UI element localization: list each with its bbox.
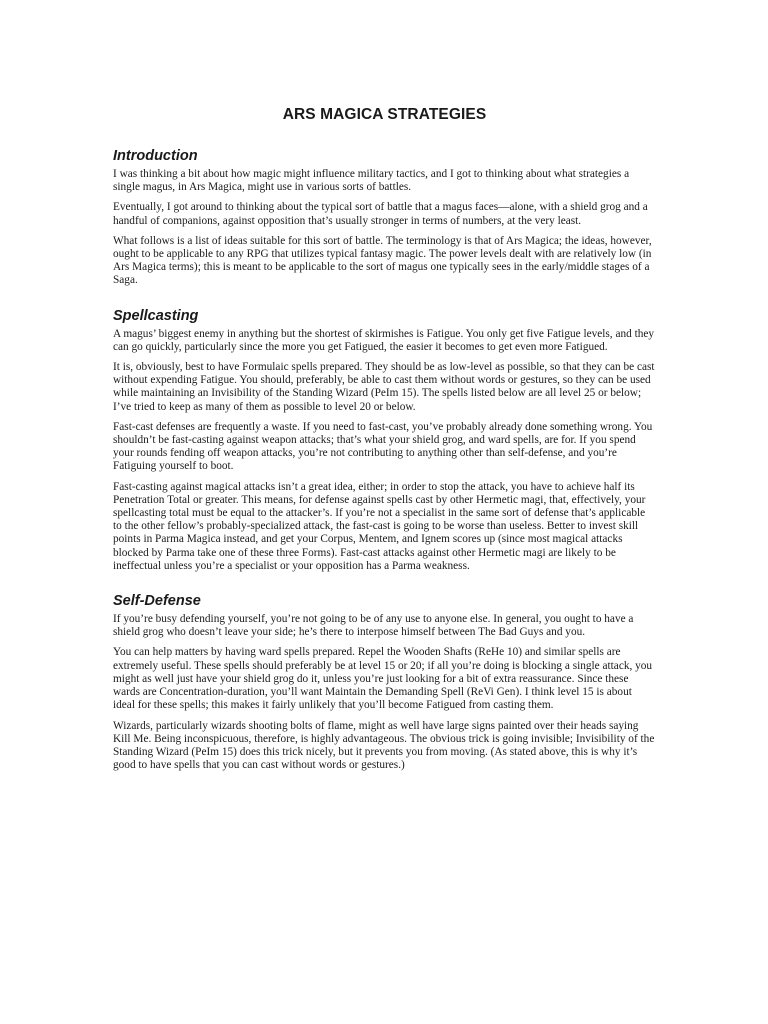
section-heading: Introduction (113, 148, 198, 164)
paragraph: A magus’ biggest enemy in anything but the shortest of skirmishes is Fatigue. You only get five Fatigue levels, and they can go quickly, particularly since the more you get Fatigued, the easier it becomes to get even more Fatigued. (113, 327, 655, 353)
paragraph: What follows is a list of ideas suitable for this sort of battle. The terminology is that of Ars Magica; the ideas, however, ought to be applicable to any RPG that utilizes typical fantasy magic. The power levels dealt with are relatively low (in Ars Magica terms); this is meant to be applicable to the sort of magus one typically sees in the early/middle stages of a Saga. (113, 234, 652, 287)
section-heading: Self-Defense (113, 593, 201, 610)
paragraph: Fast-casting against magical attacks isn’t a great idea, either; in order to stop the attack, you have to achieve half its Penetration Total or greater. This means, for defense against spells cast by other Hermetic magi, that, effectively, your spellcasting total must be equal to the attacker’s. If you’re not a specialist in the same sort of defense that’s applicable to the other fellow’s probably-specialized attack, the fast-cast is going to be worse than useless. Better to invest skill points in Parma Magica instead, and get your Corpus, Mentem, and Ignem scores up (since most magical attacks blocked by Parma take one of these three Forms). Fast-cast attacks against other Hermetic magi are likely to be ineffectual unless you’re a specialist or your opposition has a Parma weakness. (113, 480, 646, 572)
document-title: ARS MAGICA STRATEGIES (282, 106, 487, 123)
section-self-defense (113, 593, 656, 772)
section-introduction (113, 148, 656, 288)
paragraph: Wizards, particularly wizards shooting bolts of flame, might as well have large signs painted over their heads saying Kill Me. Being inconspicuous, therefore, is highly advantageous. The obvious trick is going invisible; Invisibility of the Standing Wizard (PeIm 15) does this trick nicely, but it prevents you from moving. (As stated above, this is why it’s good to have spells that you can cast without words or gestures.) (113, 719, 655, 772)
section-spellcasting (113, 308, 656, 573)
section-heading: Spellcasting (113, 307, 199, 324)
paragraph: You can help matters by having ward spells prepared. Repel the Wooden Shafts (ReHe 10) and similar spells are extremely useful. These spells should preferably be at level 15 or 20; if all you’re doing is blocking a single attack, you might as well just have your shield grog do it, unless you’re just looking for a bit of extra reassurance. Since these wards are Concentration-duration, you’ll want Maintain the Demanding Spell (ReVi Gen). I think level 15 is about ideal for these spells; this makes it fairly unlikely that you’ll become Fatigued from casting them. (113, 646, 653, 712)
paragraph: Eventually, I got around to thinking about the typical sort of battle that a magus faces—alone, with a shield grog and a handful of companions, against opposition that’s usually stronger in terms of numbers, at the very least. (113, 201, 648, 227)
paragraph: I was thinking a bit about how magic might influence military tactics, and I got to thinking about what strategies a single magus, in Ars Magica, might use in various sorts of battles. (113, 168, 630, 194)
paragraph: Fast-cast defenses are frequently a waste. If you need to fast-cast, you’ve probably already done something wrong. You shouldn’t be fast-casting against weapon attacks; that’s what your shield grog, and ward spells, are for. If you spend your rounds fending off weapon attacks, you’re not contributing to anything other than self-defense, and you’re Fatiguing yourself to boot. (113, 420, 653, 473)
paragraph: If you’re busy defending yourself, you’re not going to be of any use to anyone else. In general, you ought to have a shield grog who doesn’t leave your side; he’s there to interpose himself between The Bad Guys and you. (113, 613, 634, 639)
paragraph: It is, obviously, best to have Formulaic spells prepared. They should be as low-level as possible, so that they can be cast without expending Fatigue. You should, preferably, be able to cast them without words or gestures, so they can be used while maintaining an Invisibility of the Standing Wizard (PeIm 15). The spells listed below are all level 25 or below; I’ve tried to keep as many of them as possible to level 20 or below. (113, 361, 655, 413)
